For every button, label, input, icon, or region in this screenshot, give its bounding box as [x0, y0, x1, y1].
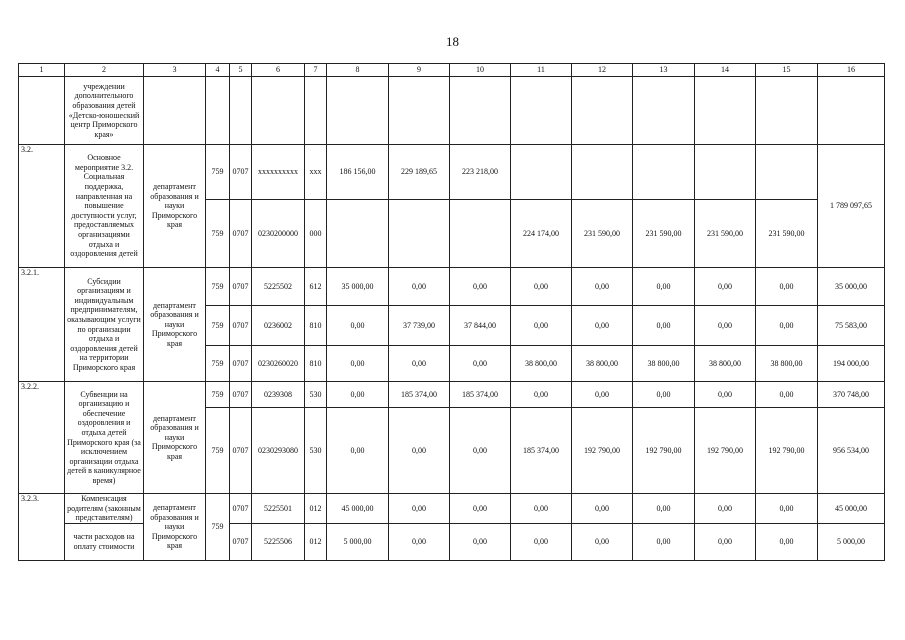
value-cell: 0,00 — [756, 523, 818, 560]
measure-name: Основное мероприятие 3.2. Социальная поддержка, направленная на повышение доступности услуг, предоставляемых организациями отдыха и оздоровления детей — [65, 145, 144, 268]
value-cell: 0,00 — [511, 382, 572, 408]
rzpr-cell: 0707 — [230, 408, 252, 494]
value-cell: 45 000,00 — [327, 494, 389, 524]
csr-cell: хххххххххх — [252, 145, 305, 200]
value-cell: 38 800,00 — [572, 346, 633, 382]
value-cell: 0,00 — [327, 346, 389, 382]
value-cell: 5 000,00 — [327, 523, 389, 560]
value-cell — [389, 200, 450, 268]
value-cell: 231 590,00 — [695, 200, 756, 268]
value-cell: 192 790,00 — [633, 408, 695, 494]
grbs-cell: 759 — [206, 268, 230, 306]
col-header: 12 — [572, 64, 633, 77]
value-cell: 38 800,00 — [633, 346, 695, 382]
value-cell: 223 218,00 — [450, 145, 511, 200]
value-cell: 0,00 — [450, 523, 511, 560]
measure-name: части расходов на оплату стоимости — [65, 523, 144, 560]
value-cell: 192 790,00 — [695, 408, 756, 494]
value-cell: 0,00 — [389, 268, 450, 306]
row-number: 3.2. — [19, 145, 65, 268]
vr-cell: 012 — [305, 523, 327, 560]
grbs-cell: 759 — [206, 200, 230, 268]
value-cell: 37 739,00 — [389, 306, 450, 346]
col-header: 7 — [305, 64, 327, 77]
value-cell: 0,00 — [327, 382, 389, 408]
vr-cell: 612 — [305, 268, 327, 306]
csr-cell: 0230260020 — [252, 346, 305, 382]
col-header: 11 — [511, 64, 572, 77]
value-cell: 185 374,00 — [511, 408, 572, 494]
value-cell: 0,00 — [756, 268, 818, 306]
grbs-cell: 759 — [206, 494, 230, 561]
vr-cell: 530 — [305, 408, 327, 494]
executor: департамент образования и науки Приморского края — [144, 494, 206, 561]
col-header: 6 — [252, 64, 305, 77]
value-cell: 0,00 — [389, 494, 450, 524]
value-cell: 0,00 — [695, 306, 756, 346]
value-cell: 0,00 — [389, 346, 450, 382]
rzpr-cell: 0707 — [230, 145, 252, 200]
value-cell — [572, 145, 633, 200]
value-cell: 0,00 — [695, 523, 756, 560]
value-cell: 0,00 — [511, 494, 572, 524]
value-cell: 0,00 — [572, 494, 633, 524]
col-header: 4 — [206, 64, 230, 77]
csr-cell: 5225501 — [252, 494, 305, 524]
value-cell: 0,00 — [511, 523, 572, 560]
vr-cell: 810 — [305, 306, 327, 346]
executor: департамент образования и науки Приморского края — [144, 382, 206, 494]
value-cell: 186 156,00 — [327, 145, 389, 200]
rzpr-cell: 0707 — [230, 268, 252, 306]
value-cell: 37 844,00 — [450, 306, 511, 346]
value-cell: 192 790,00 — [756, 408, 818, 494]
total-cell: 35 000,00 — [818, 268, 885, 306]
col-header: 2 — [65, 64, 144, 77]
value-cell: 38 800,00 — [695, 346, 756, 382]
value-cell: 0,00 — [450, 346, 511, 382]
value-cell: 0,00 — [572, 306, 633, 346]
value-cell: 185 374,00 — [389, 382, 450, 408]
table-row — [19, 494, 885, 524]
table-row — [19, 145, 885, 200]
csr-cell: 0236002 — [252, 306, 305, 346]
value-cell: 0,00 — [633, 523, 695, 560]
value-cell: 229 189,65 — [389, 145, 450, 200]
row-number: 3.2.2. — [19, 382, 65, 494]
value-cell: 38 800,00 — [756, 346, 818, 382]
table-row — [19, 268, 885, 306]
col-header: 14 — [695, 64, 756, 77]
value-cell: 0,00 — [633, 494, 695, 524]
csr-cell: 0230200000 — [252, 200, 305, 268]
grbs-cell: 759 — [206, 408, 230, 494]
value-cell: 0,00 — [450, 494, 511, 524]
value-cell: 231 590,00 — [633, 200, 695, 268]
row-number: 3.2.1. — [19, 268, 65, 382]
row-number: 3.2.3. — [19, 494, 65, 561]
col-header: 10 — [450, 64, 511, 77]
value-cell: 0,00 — [633, 382, 695, 408]
value-cell — [756, 145, 818, 200]
col-header: 5 — [230, 64, 252, 77]
value-cell: 0,00 — [389, 523, 450, 560]
rzpr-cell: 0707 — [230, 346, 252, 382]
grbs-cell: 759 — [206, 145, 230, 200]
value-cell — [450, 200, 511, 268]
value-cell: 192 790,00 — [572, 408, 633, 494]
value-cell: 0,00 — [450, 268, 511, 306]
value-cell: 185 374,00 — [450, 382, 511, 408]
value-cell — [327, 200, 389, 268]
vr-cell: 810 — [305, 346, 327, 382]
value-cell — [633, 145, 695, 200]
value-cell: 0,00 — [327, 306, 389, 346]
vr-cell: 530 — [305, 382, 327, 408]
executor: департамент образования и науки Приморского края — [144, 145, 206, 268]
value-cell: 0,00 — [633, 268, 695, 306]
vr-cell: 012 — [305, 494, 327, 524]
value-cell: 231 590,00 — [572, 200, 633, 268]
executor: департамент образования и науки Приморского края — [144, 268, 206, 382]
value-cell — [695, 145, 756, 200]
value-cell: 0,00 — [695, 494, 756, 524]
vr-cell: ххх — [305, 145, 327, 200]
value-cell: 0,00 — [756, 306, 818, 346]
value-cell: 0,00 — [633, 306, 695, 346]
value-cell: 231 590,00 — [756, 200, 818, 268]
table-row — [19, 77, 885, 145]
col-header: 16 — [818, 64, 885, 77]
rzpr-cell: 0707 — [230, 382, 252, 408]
value-cell: 35 000,00 — [327, 268, 389, 306]
csr-cell: 0239308 — [252, 382, 305, 408]
value-cell: 0,00 — [327, 408, 389, 494]
rzpr-cell: 0707 — [230, 306, 252, 346]
col-header: 9 — [389, 64, 450, 77]
value-cell: 0,00 — [572, 382, 633, 408]
value-cell: 0,00 — [695, 268, 756, 306]
col-header: 1 — [19, 64, 65, 77]
total-cell: 370 748,00 — [818, 382, 885, 408]
col-header: 3 — [144, 64, 206, 77]
total-cell: 194 000,00 — [818, 346, 885, 382]
total-cell: 5 000,00 — [818, 523, 885, 560]
total-cell: 45 000,00 — [818, 494, 885, 524]
csr-cell: 5225506 — [252, 523, 305, 560]
value-cell: 0,00 — [572, 523, 633, 560]
value-cell — [511, 145, 572, 200]
grbs-cell: 759 — [206, 382, 230, 408]
header-row — [19, 64, 885, 77]
table-row — [19, 382, 885, 408]
value-cell: 0,00 — [756, 382, 818, 408]
value-cell: 0,00 — [511, 268, 572, 306]
value-cell: 224 174,00 — [511, 200, 572, 268]
value-cell: 0,00 — [450, 408, 511, 494]
col-header: 8 — [327, 64, 389, 77]
budget-table — [18, 63, 885, 561]
total-cell: 1 789 097,65 — [818, 145, 885, 268]
col-header: 15 — [756, 64, 818, 77]
grbs-cell: 759 — [206, 346, 230, 382]
csr-cell: 0230293080 — [252, 408, 305, 494]
measure-name: Компенсация родителям (законным представителям) — [65, 494, 144, 524]
grbs-cell: 759 — [206, 306, 230, 346]
measure-name: Субвенции на организацию и обеспечение оздоровления и отдыха детей Приморского края (за исключением организации отдыха детей в каникулярное время) — [65, 382, 144, 494]
value-cell: 0,00 — [695, 382, 756, 408]
measure-name: учреждении дополнительного образования детей «Детско-юношеский центр Приморского края» — [65, 77, 144, 145]
value-cell: 0,00 — [511, 306, 572, 346]
col-header: 13 — [633, 64, 695, 77]
value-cell: 0,00 — [389, 408, 450, 494]
rzpr-cell: 0707 — [230, 494, 252, 524]
total-cell: 956 534,00 — [818, 408, 885, 494]
total-cell: 75 583,00 — [818, 306, 885, 346]
vr-cell: 000 — [305, 200, 327, 268]
rzpr-cell: 0707 — [230, 523, 252, 560]
measure-name: Субсидии организациям и индивидуальным предпринимателям, оказывающим услуги по организации отдыха и оздоровления детей на территории Приморского края — [65, 268, 144, 382]
page-number: 18 — [446, 34, 459, 49]
value-cell: 0,00 — [572, 268, 633, 306]
rzpr-cell: 0707 — [230, 200, 252, 268]
csr-cell: 5225502 — [252, 268, 305, 306]
value-cell: 0,00 — [756, 494, 818, 524]
value-cell: 38 800,00 — [511, 346, 572, 382]
